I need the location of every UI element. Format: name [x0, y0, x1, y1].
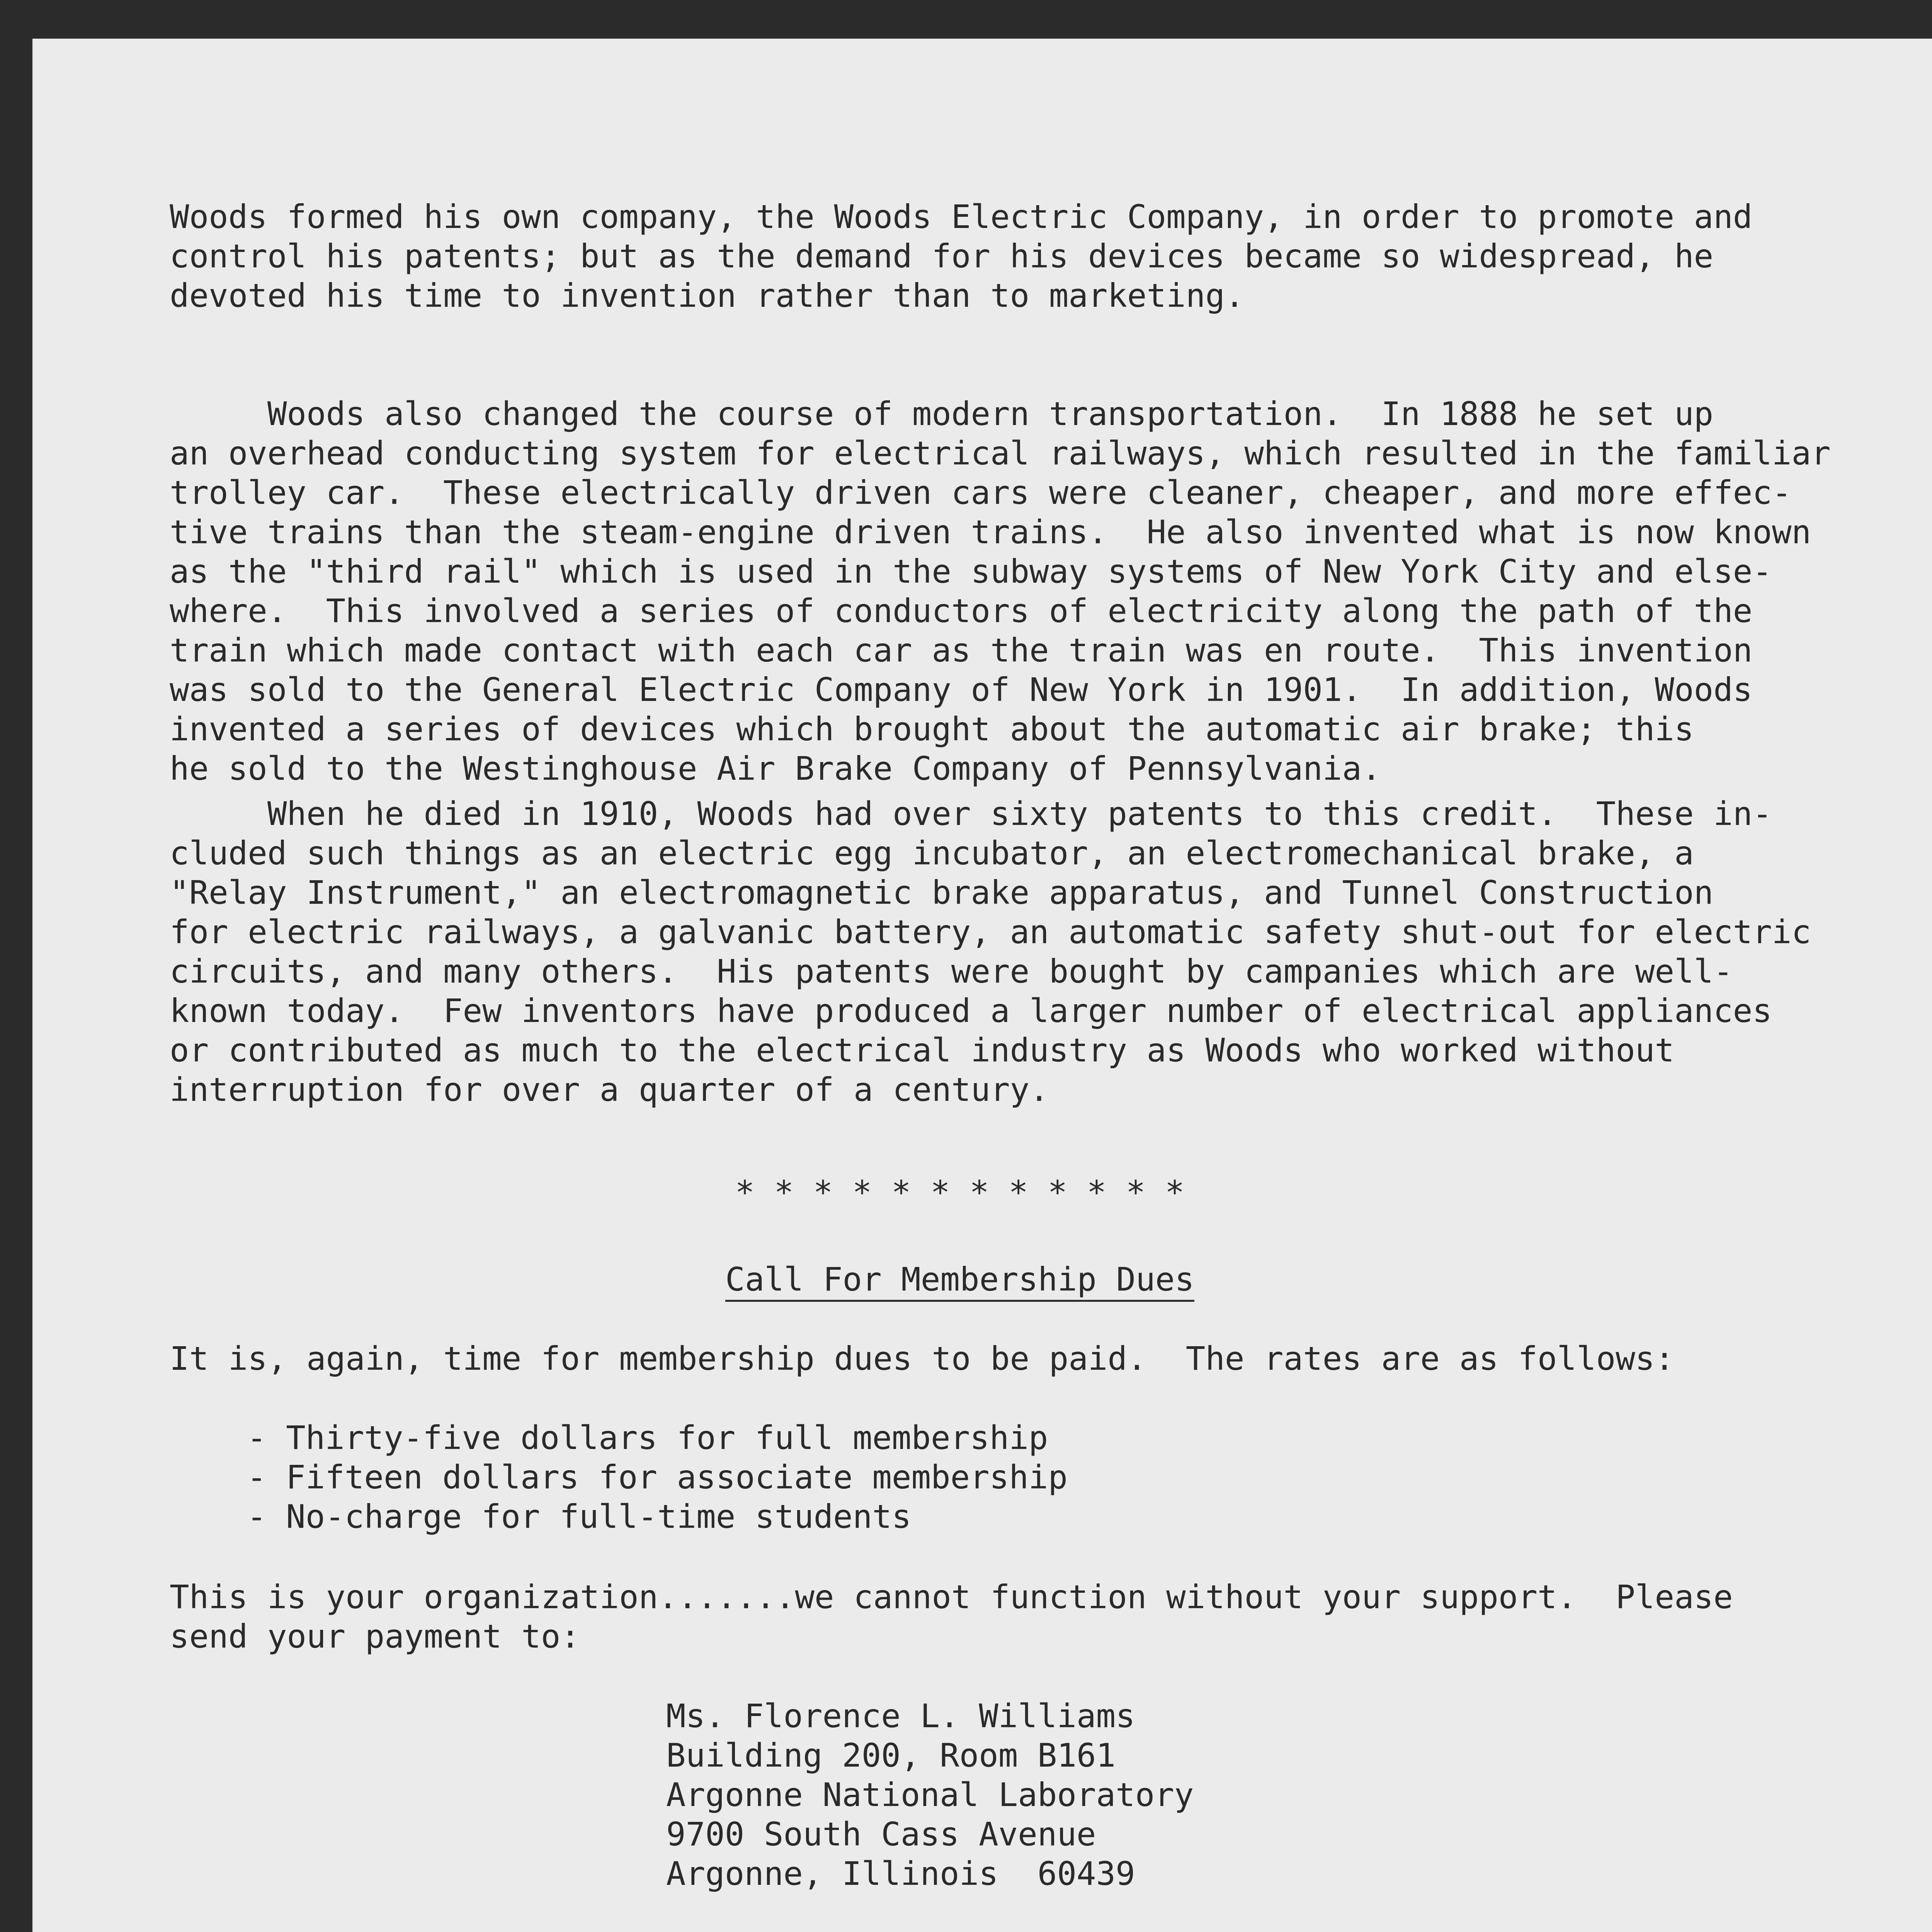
address-line: Ms. Florence L. Williams [666, 1697, 1135, 1735]
address-line: Argonne National Laboratory [666, 1776, 1194, 1814]
address-line: 9700 South Cass Avenue [666, 1815, 1096, 1853]
dues-intro: It is, again, time for membership dues to be paid. The rates are as follows: [170, 1340, 1675, 1378]
dues-rate-item: - Fifteen dollars for associate membership [247, 1458, 1068, 1496]
address-line: Argonne, Illinois 60439 [666, 1855, 1135, 1893]
paragraph-woods-company: Woods formed his own company, the Woods Electric Company, in order to promote and control his patents; but as the demand for his devices became so widespread, he devoted his time to invention rather than to marketing. [170, 198, 1753, 315]
dues-payment-request: This is your organization.......we cannot function without your support. Please send your payment to: [170, 1578, 1733, 1655]
section-heading-membership-dues [32, 1260, 1887, 1299]
dues-rate-item: - Thirty-five dollars for full membership [247, 1419, 1048, 1457]
membership-dues-heading-text: Call For Membership Dues [725, 1260, 1194, 1302]
dues-rate-item: - No-charge for full-time students [247, 1498, 912, 1536]
paragraph-woods-transportation: Woods also changed the course of modern transportation. In 1888 he set up an overhead conducting system for electrical railways, which resulted in the familiar trolley car. These electrically driven cars were cleaner, cheaper, and more effec- tive trains than the steam-engine driven trains. He also invented what is now known as the "third rail" which is used in the subway systems of New York City and else- where. This involved a series of conductors of electricity along the path of the train which made contact with each car as the train was en route. This invention was sold to the General Electric Company of New York in 1901. In addition, Woods invented a series of devices which brought about the automatic air brake; this he sold to the Westinghouse Air Brake Company of Pennsylvania. [170, 395, 1831, 787]
paragraph-woods-patents: When he died in 1910, Woods had over sixty patents to this credit. These in- cluded such things as an electric egg incubator, an electromechanical brake, a "Relay Instrument," an electromagnetic brake apparatus, and Tunnel Construction for electric railways, a galvanic battery, an automatic safety shut-out for electric circuits, and many others. His patents were bought by campanies which are well- known today. Few inventors have produced a larger number of electrical appliances or contributed as much to the electrical industry as Woods who worked without interruption for over a quarter of a century. [170, 795, 1811, 1109]
address-line: Building 200, Room B161 [666, 1736, 1116, 1774]
document-page [32, 39, 1932, 1932]
separator-asterisks: * * * * * * * * * * * * [735, 1173, 1185, 1211]
